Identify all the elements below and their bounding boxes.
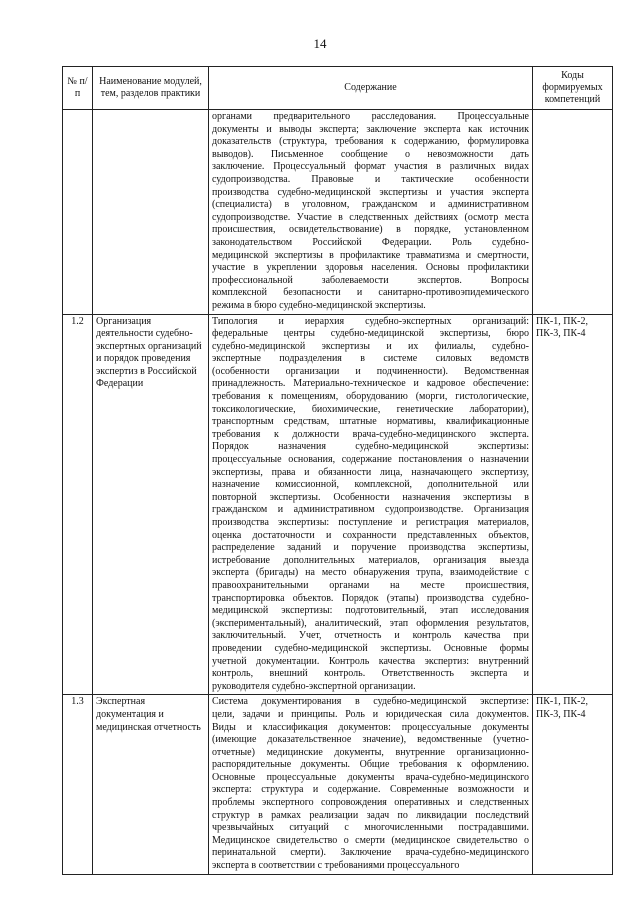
row-competency-codes	[533, 110, 613, 315]
content-line: экспертизы, права и обязанности лица, назначающего экспертизу,	[212, 466, 529, 478]
table-row	[63, 695, 613, 874]
content-line: Основные процессуальные документы врача-судебно-медицинского	[212, 771, 529, 783]
row-content	[209, 110, 533, 315]
table-header-row	[63, 67, 613, 110]
content-line: транспортировка объектов. Порядок (этапы) производства судебно-	[212, 592, 529, 604]
content-line: перинатальной смерти). Заключение врача-судебно-медицинского	[212, 847, 529, 859]
content-line: руководителя судебно-экспертной организации.	[212, 680, 416, 692]
table-row	[63, 314, 613, 695]
content-line: проблемы экспертного сопровождения оперативных и следственных	[212, 797, 529, 809]
content-line: требования к помещениям, оборудованию (морги, гистологические,	[212, 391, 529, 403]
content-line: принадлежность. Материально-техническое и кадровое обеспечение:	[212, 378, 529, 390]
content-line: эксперта в соответствии с требованиями процессуального	[212, 860, 460, 872]
row-topic	[93, 110, 209, 315]
content-line: чрезвычайных ситуаций с многочисленными пострадавшими.	[212, 822, 529, 834]
content-line: доказательств (структура, требования к содержанию, формулировка	[212, 136, 529, 148]
row-competency-codes: ПК-1, ПК-2, ПК-3, ПК-4	[533, 695, 613, 874]
content-line: истребование дополнительных материалов, организация выезда	[212, 554, 529, 566]
page-number: 14	[313, 36, 327, 51]
table-row	[63, 110, 613, 315]
row-number: 1.3	[63, 695, 93, 874]
content-line: (специалиста) в уголовном, гражданском и административном	[212, 199, 529, 211]
content-line: (особенности организации и подчиненности). Ведомственная	[212, 365, 529, 377]
content-line: производства судебно-медицинской экспертизы и участия эксперта	[212, 186, 529, 198]
header-num: № п/п	[63, 67, 93, 110]
content-line: производства экспертизы: поступление и регистрация материалов,	[212, 517, 529, 528]
content-line: Виды и классификация документов: процессуальные документы	[212, 721, 529, 733]
content-line: проведении судебно-медицинской экспертизы. Основные формы	[212, 642, 529, 654]
content-line: заключение. Процессуальный формат участия в различных видах	[212, 161, 529, 173]
content-line: эксперта (бригады) на место обнаружения трупа, взаимодействие с	[212, 567, 529, 579]
content-line: выводов). Письменное сообщение о невозможности дать	[212, 148, 529, 160]
content-line: отчетные) медицинские документы, внутренние организационно-	[212, 746, 529, 758]
row-topic: Организация деятельности судебно-экспертных организаций и порядок проведения экспертиз в Российской Федерации	[93, 314, 209, 695]
row-competency-codes: ПК-1, ПК-2, ПК-3, ПК-4	[533, 314, 613, 695]
content-line: судебно-медицинской экспертизы и их филиалы, судебно-	[212, 340, 529, 352]
content-line: структур в рамках реализации задач по ликвидации последствий	[212, 809, 529, 821]
header-content: Содержание	[209, 67, 533, 110]
table-body	[63, 110, 613, 875]
content-line: Типология и иерархия судебно-экспертных организаций:	[212, 315, 529, 327]
content-line: (имеющие доказательственное значение), ведомственные (учетно-	[212, 734, 529, 746]
content-line: Система документирования в судебно-медицинской экспертизе:	[212, 696, 529, 708]
content-line: транспортным средствам, штатные нормативы, квалификационные	[212, 416, 529, 428]
content-line: заключительный. Учет, отчетность и контроль качества при	[212, 630, 529, 642]
content-line: органами предварительного расследования. Процессуальные	[212, 111, 529, 122]
content-line: документы и выводы эксперта; заключение эксперта как источник	[212, 123, 529, 135]
header-name: Наименование модулей, тем, разделов практики	[93, 67, 209, 110]
content-line: правоохранительными органами на месте происшествия,	[212, 579, 529, 591]
content-line: судопроизводстве. Участие в следственных действиях (осмотр места	[212, 211, 529, 223]
content-line: участие в укреплении здоровья населения. Основы профилактики	[212, 262, 529, 274]
content-line: учетной документации. Контроль качества экспертиз: внутренний	[212, 655, 529, 667]
content-line: (экспериментальный), аналитический, этап оформления результатов,	[212, 617, 529, 629]
content-line: судопроизводства. Правовые и тактические особенности	[212, 173, 529, 185]
content-line: федеральные центры судебно-медицинской экспертизы, бюро	[212, 328, 529, 340]
content-line: требования к должности врача-судебно-медицинского эксперта.	[212, 428, 529, 440]
content-line: цели, задачи и принципы. Роль и юридическая сила документов.	[212, 708, 529, 720]
content-line: Порядок назначения судебно-медицинской экспертизы:	[212, 441, 529, 453]
content-line: экспертные подразделения в системе силовых ведомств	[212, 353, 529, 365]
content-line: оценка достаточности и сохранности представленных объектов,	[212, 529, 529, 541]
content-line: Медицинское свидетельство о смерти (медицинское свидетельство о	[212, 834, 529, 846]
content-line: режима в бюро судебно-медицинской экспертизы.	[212, 299, 426, 311]
content-line: медицинской экспертизы: подготовительный, этап исследования	[212, 605, 529, 617]
content-line: медицинской экспертизы в профилактике травматизма и смертности,	[212, 249, 529, 261]
content-line: профессиональной заболеваемости экспертов. Вопросы	[212, 274, 529, 286]
content-line: распорядительные документы. Общие требования к оформлению.	[212, 759, 529, 771]
content-line: токсикологические, биохимические, генетические лаборатории),	[212, 403, 529, 415]
content-line: законодательством Российской Федерации. Роль судебно-	[212, 236, 529, 248]
content-line: контроль, внешний контроль. Ответственность эксперта и	[212, 668, 529, 680]
content-line: происшествия, освидетельствование) в порядке, установленном	[212, 224, 529, 236]
content-line: гражданском и административном судопроизводстве. Организация	[212, 504, 529, 516]
row-number	[63, 110, 93, 315]
content-line: повторной экспертизы. Особенности назначения экспертизы в	[212, 491, 529, 503]
header-codes: Коды формируемых компетенций	[533, 67, 613, 110]
content-line: распределение заданий и поручение производства экспертизы,	[212, 542, 529, 554]
content-line: комплексной безопасности и санитарно-противоэпидемического	[212, 287, 529, 299]
content-line: процессуальные основания, содержание постановления о назначении	[212, 454, 529, 466]
content-line: назначение комиссионной, комплексной, дополнительной или	[212, 479, 529, 491]
content-line: эксперта: структура и содержание. Современные возможности и	[212, 784, 529, 796]
row-content	[209, 314, 533, 695]
row-topic: Экспертная документация и медицинская отчетность	[93, 695, 209, 874]
curriculum-table	[62, 66, 613, 875]
row-number: 1.2	[63, 314, 93, 695]
row-content	[209, 695, 533, 874]
